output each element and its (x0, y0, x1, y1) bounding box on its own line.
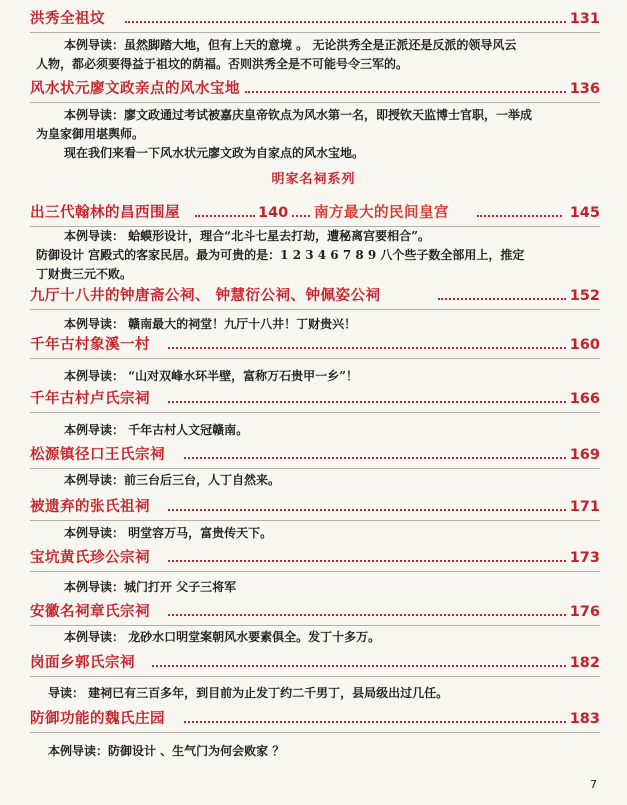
toc-entry-page: 169 (569, 447, 600, 463)
toc-entry-title[interactable]: 风水状元廖文政亲点的风水宝地 (30, 80, 240, 97)
section-title: 明家名祠系列 (271, 172, 356, 187)
toc-entry-page: 145 (569, 205, 600, 221)
divider (30, 625, 600, 626)
leader-dots (184, 721, 566, 723)
entry-description: 人物，都必须要得益于祖坟的荫福。否则洪秀全是不可能号令三军的。 (36, 57, 409, 71)
entry-description: 现在我们来看一下风水状元廖文政为自家点的风水宝地。 (64, 146, 365, 160)
toc-entry-page: 183 (569, 711, 600, 727)
leader-dots (245, 91, 566, 93)
toc-entry-title[interactable]: 千年古村卢氏宗祠 (30, 390, 150, 407)
toc-entry[interactable] (30, 652, 600, 674)
entry-description: 防御设计 宫殿式的客家民居。最为可贵的是：1 2 3 4 6 7 8 9 八个些子数全部用上，推定 (36, 248, 525, 262)
entry-description: 导读： 建祠已有三百多年，到目前为止发丁约二千男丁，县局级出过几任。 (48, 686, 449, 700)
toc-entry-title[interactable]: 出三代翰林的昌西围屋 (30, 204, 180, 221)
toc-entry[interactable] (30, 444, 600, 466)
leader-dots (168, 614, 566, 616)
toc-entry-title[interactable]: 防御功能的魏氏庄园 (30, 710, 165, 727)
toc-entry[interactable] (30, 388, 600, 410)
entry-description: 本例导读： “山对双峰水环半壁，富称万石贵甲一乡”！ (64, 369, 358, 383)
toc-entry[interactable] (30, 547, 600, 569)
entry-description: 本例导读： 赣南最大的祠堂！九厅十八井！丁财贵兴！ (64, 317, 357, 331)
divider (30, 676, 600, 677)
toc-entry-title[interactable]: 千年古村象溪一村 (30, 336, 150, 353)
toc-entry-title[interactable]: 九厅十八井的钟唐斋公祠、 钟慧衍公祠、钟佩姿公祠 (30, 287, 381, 304)
toc-entry-title[interactable]: 松源镇径口王氏宗祠 (30, 446, 165, 463)
toc-entry-page: 136 (569, 81, 600, 97)
toc-entry-title[interactable]: 洪秀全祖坟 (30, 10, 105, 27)
leader-dots (125, 21, 566, 23)
toc-entry[interactable] (30, 78, 600, 100)
toc-entry-page: 171 (569, 499, 600, 515)
toc-entry[interactable] (30, 202, 600, 224)
toc-entry-title[interactable]: 被遗弃的张氏祖祠 (30, 498, 150, 515)
toc-entry-page: 182 (569, 655, 600, 671)
entry-description: 为皇家御用堪舆师。 (36, 127, 145, 141)
divider (30, 412, 600, 413)
leader-dots (184, 457, 566, 459)
entry-description: 本例导读：虽然脚踏大地，但有上天的意境 。 无论洪秀全是正派还是反派的领导风云 (64, 38, 517, 52)
toc-entry-page: 166 (569, 391, 600, 407)
divider (30, 309, 600, 310)
toc-entry-page: 176 (569, 604, 600, 620)
divider (30, 732, 600, 733)
toc-entry[interactable] (30, 285, 600, 307)
entry-description: 本例导读： 千年古村人文冠赣南。 (64, 423, 249, 437)
entry-description: 本例导读：廖文政通过考试被嘉庆皇帝钦点为风水第一名，即授钦天监博士官职，一举成 (64, 108, 533, 122)
toc-entry[interactable] (30, 496, 600, 518)
entry-description: 本例导读：防御设计 、生气门为何会败家 ？ (48, 744, 285, 758)
toc-entry-title[interactable]: 宝坑黄氏珍公宗祠 (30, 549, 150, 566)
entry-description: 本例导读：前三台后三台，人丁自然来。 (64, 473, 281, 487)
entry-description: 本例导读： 蛤蟆形设计，理合“北斗七星去打劫，遭秘离宫要相合”。 (64, 229, 430, 243)
toc-entry-page: 152 (569, 288, 600, 304)
toc-entry[interactable] (30, 601, 600, 623)
entry-description: 丁财贵三元不败。 (36, 267, 133, 281)
toc-entry-page: 140 (258, 205, 289, 221)
toc-entry-page: 160 (569, 337, 600, 353)
toc-entry-title[interactable]: 南方最大的民间皇宫 (314, 204, 449, 221)
toc-entry-page: 173 (569, 550, 600, 566)
page-number: 7 (590, 778, 597, 791)
entry-description: 本例导读： 明堂容万马，富贵传天下。 (64, 526, 273, 540)
leader-dots (438, 298, 566, 300)
toc-entry[interactable] (30, 708, 600, 730)
leader-dots (168, 347, 566, 349)
divider (30, 358, 600, 359)
divider (30, 32, 600, 33)
leader-dots (168, 401, 566, 403)
divider (30, 571, 600, 572)
toc-entry[interactable] (30, 8, 600, 30)
toc-entry[interactable] (30, 334, 600, 356)
toc-entry-title[interactable]: 安徽名祠章氏宗祠 (30, 603, 150, 620)
entry-description: 本例导读： 龙砂水口明堂案朝风水要素俱全。发丁十多万。 (64, 630, 381, 644)
divider (30, 102, 600, 103)
leader-dots (168, 509, 566, 511)
divider (30, 520, 600, 521)
entry-description: 本例导读：城门打开 父子三将军 (64, 580, 237, 594)
toc-entry-title[interactable]: 岗面乡郭氏宗祠 (30, 654, 135, 671)
leader-dots (168, 560, 566, 562)
divider (30, 468, 600, 469)
leader-dots (152, 665, 566, 667)
leader-dots (292, 215, 310, 217)
leader-dots (477, 215, 562, 217)
leader-dots (195, 215, 255, 217)
toc-entry-page: 131 (569, 11, 600, 27)
